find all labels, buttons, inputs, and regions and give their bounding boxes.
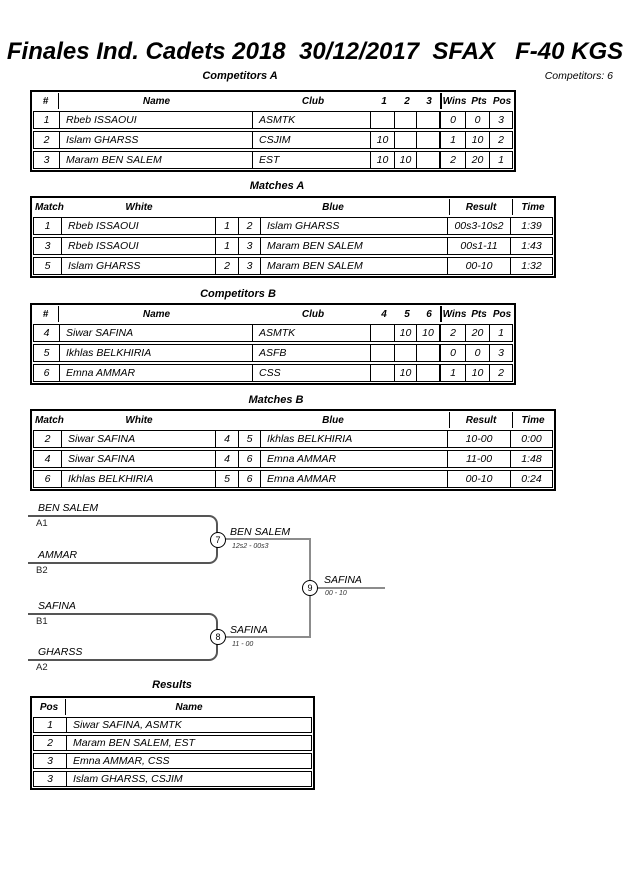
- col-header-2: 2: [404, 95, 410, 107]
- cell-white-name: Islam GHARSS: [62, 258, 216, 274]
- cell-pts: 10: [466, 365, 490, 381]
- cell-score-6: 10: [417, 325, 441, 341]
- cell-wins: 1: [441, 132, 466, 148]
- bracket-sf1-winner: BEN SALEM: [230, 526, 291, 538]
- match-row: [33, 470, 553, 488]
- cell-club: ASMTK: [253, 112, 371, 128]
- result-row: [33, 771, 312, 787]
- result-row: [33, 753, 312, 769]
- col-header-match: Match: [35, 414, 64, 426]
- competitors-a-table: [30, 90, 516, 172]
- competitor-row: [33, 344, 513, 362]
- cell-score-3: [417, 112, 441, 128]
- cell-score-1: 10: [371, 132, 395, 148]
- bracket-entry-name: AMMAR: [38, 549, 78, 561]
- cell-wins: 0: [441, 345, 466, 361]
- cell-match-no: 6: [34, 471, 62, 487]
- bracket-entry-seed: A2: [36, 662, 48, 673]
- col-header-result: Result: [449, 199, 512, 215]
- competitor-row: [33, 111, 513, 129]
- cell-score-5: 10: [395, 325, 417, 341]
- cell-pos: 2: [498, 367, 504, 379]
- cell-pos: 3: [34, 754, 67, 768]
- cell-name: Maram BEN SALEM: [60, 152, 253, 168]
- cell-num: 2: [34, 132, 60, 148]
- cell-name: Emna AMMAR: [60, 365, 253, 381]
- cell-wins: 0: [441, 112, 466, 128]
- cell-time: 1:48: [521, 453, 542, 465]
- bracket-winner-line: [217, 538, 311, 540]
- cell-time: 0:00: [521, 433, 542, 445]
- col-header-time: Time: [512, 199, 553, 215]
- table-header-row: [33, 306, 513, 322]
- cell-pos: 3: [498, 347, 504, 359]
- section-title-matches-b: Matches B: [248, 394, 304, 406]
- match-row: [33, 237, 553, 255]
- bracket-entry-name: BEN SALEM: [38, 502, 99, 514]
- cell-time: 0:24: [521, 473, 542, 485]
- cell-score-2: [395, 112, 417, 128]
- cell-num: 3: [34, 152, 60, 168]
- cell-white-num: 1: [216, 218, 239, 234]
- cell-white-name: Rbeb ISSAOUI: [62, 238, 216, 254]
- cell-result: 00s3-10s2: [448, 218, 511, 234]
- cell-pts: 20: [466, 325, 490, 341]
- cell-wins: 2: [441, 325, 466, 341]
- cell-blue-num: 6: [239, 451, 261, 467]
- col-header-result: Result: [449, 412, 512, 428]
- bracket-sf2-winner: SAFINA: [230, 624, 268, 636]
- cell-pos: 1: [34, 718, 67, 732]
- match-row: [33, 257, 553, 275]
- cell-white-num: 2: [216, 258, 239, 274]
- competitor-row: [33, 324, 513, 342]
- cell-num: 1: [34, 112, 60, 128]
- cell-blue-num: 3: [239, 238, 261, 254]
- cell-wins: 2: [441, 152, 466, 168]
- bracket-entry-seed: B2: [36, 565, 48, 576]
- cell-white-name: Rbeb ISSAOUI: [62, 218, 216, 234]
- cell-blue-name: Emna AMMAR: [261, 451, 448, 467]
- cell-score-6: [417, 365, 441, 381]
- cell-num: 5: [34, 345, 60, 361]
- cell-name: Siwar SAFINA, ASMTK: [73, 719, 182, 731]
- cell-result: 11-00: [448, 451, 511, 467]
- match-row: [33, 430, 553, 448]
- page-title: Finales Ind. Cadets 2018 30/12/2017 SFAX F-40 KGS: [6, 38, 624, 65]
- result-row: [33, 735, 312, 751]
- cell-time: 1:43: [521, 240, 542, 252]
- cell-pts: 10: [466, 132, 490, 148]
- result-row: [33, 717, 312, 733]
- bracket-match-number-8: 8: [210, 629, 226, 645]
- col-header-wins: Wins: [442, 308, 467, 320]
- table-header-row: [33, 412, 553, 428]
- cell-result: 00s1-11: [448, 238, 511, 254]
- col-header-pts: Pts: [471, 95, 487, 107]
- col-header-name: Name: [142, 95, 171, 107]
- col-header-blue: Blue: [322, 414, 344, 426]
- cell-white-name: Siwar SAFINA: [62, 451, 216, 467]
- results-table: [30, 696, 315, 790]
- matches-a-table: [30, 196, 556, 278]
- col-header-white: White: [125, 201, 153, 213]
- bracket-entry-seed: B1: [36, 616, 48, 627]
- cell-blue-name: Maram BEN SALEM: [261, 258, 448, 274]
- cell-blue-num: 2: [239, 218, 261, 234]
- cell-blue-name: Maram BEN SALEM: [261, 238, 448, 254]
- competitor-row: [33, 131, 513, 149]
- cell-result: 00-10: [448, 471, 511, 487]
- table-header-row: [33, 699, 312, 715]
- col-header-match: Match: [35, 201, 64, 213]
- col-header-4: 4: [381, 308, 387, 320]
- cell-pts: 0: [466, 112, 490, 128]
- cell-pos: 2: [498, 134, 504, 146]
- cell-name: Rbeb ISSAOUI: [60, 112, 253, 128]
- bracket-entry-name: GHARSS: [38, 646, 83, 658]
- cell-blue-num: 5: [239, 431, 261, 447]
- cell-score-6: [417, 345, 441, 361]
- bracket-match-number-9: 9: [302, 580, 318, 596]
- col-header-num: #: [33, 93, 59, 109]
- col-header-pos: Pos: [492, 95, 512, 107]
- bracket-entry-seed: A1: [36, 518, 48, 529]
- cell-score-3: [417, 152, 441, 168]
- cell-pos: 3: [498, 114, 504, 126]
- cell-score-3: [417, 132, 441, 148]
- cell-score-5: 10: [395, 365, 417, 381]
- col-header-wins: Wins: [442, 95, 467, 107]
- bracket-sf2-score: 11 - 00: [232, 641, 254, 648]
- cell-white-num: 5: [216, 471, 239, 487]
- cell-match-no: 2: [34, 431, 62, 447]
- cell-match-no: 4: [34, 451, 62, 467]
- cell-name: Islam GHARSS: [60, 132, 253, 148]
- cell-white-num: 1: [216, 238, 239, 254]
- cell-pts: 0: [466, 345, 490, 361]
- col-header-club: Club: [301, 95, 325, 107]
- cell-pos: 1: [498, 327, 504, 339]
- section-title-results: Results: [152, 679, 192, 691]
- cell-club: ASFB: [253, 345, 371, 361]
- col-header-blue: Blue: [322, 201, 344, 213]
- cell-name: Ikhlas BELKHIRIA: [60, 345, 253, 361]
- matches-b-table: [30, 409, 556, 491]
- competitor-row: [33, 151, 513, 169]
- cell-result: 10-00: [448, 431, 511, 447]
- cell-pos: 1: [498, 154, 504, 166]
- cell-pos: 2: [34, 736, 67, 750]
- cell-blue-num: 3: [239, 258, 261, 274]
- cell-club: ASMTK: [253, 325, 371, 341]
- cell-match-no: 5: [34, 258, 62, 274]
- table-header-row: [33, 199, 553, 215]
- match-row: [33, 450, 553, 468]
- bracket-entry-name: SAFINA: [38, 600, 76, 612]
- col-header-pos: Pos: [33, 699, 66, 715]
- cell-wins: 1: [441, 365, 466, 381]
- col-header-name: Name: [142, 308, 171, 320]
- col-header-1: 1: [381, 95, 387, 107]
- cell-match-no: 1: [34, 218, 62, 234]
- cell-score-1: [371, 112, 395, 128]
- col-header-name: Name: [175, 701, 203, 713]
- cell-club: CSS: [253, 365, 371, 381]
- cell-blue-num: 6: [239, 471, 261, 487]
- cell-score-2: [395, 132, 417, 148]
- cell-score-5: [395, 345, 417, 361]
- cell-pos: 3: [34, 772, 67, 786]
- col-header-club: Club: [301, 308, 325, 320]
- cell-pts: 20: [466, 152, 490, 168]
- cell-score-2: 10: [395, 152, 417, 168]
- cell-white-name: Ikhlas BELKHIRIA: [62, 471, 216, 487]
- section-title-competitors-b: Competitors B: [200, 288, 276, 300]
- table-header-row: [33, 93, 513, 109]
- cell-blue-name: Islam GHARSS: [261, 218, 448, 234]
- cell-score-4: [371, 365, 395, 381]
- col-header-num: #: [33, 306, 59, 322]
- bracket-final-score: 00 - 10: [325, 590, 347, 597]
- bracket-sf1-score: 12s2 - 00s3: [232, 543, 269, 550]
- cell-club: EST: [253, 152, 371, 168]
- cell-score-1: 10: [371, 152, 395, 168]
- cell-white-num: 4: [216, 431, 239, 447]
- bracket-winner-line: [217, 636, 311, 638]
- cell-blue-name: Ikhlas BELKHIRIA: [261, 431, 448, 447]
- cell-name: Siwar SAFINA: [60, 325, 253, 341]
- col-header-pos: Pos: [492, 308, 512, 320]
- cell-result: 00-10: [448, 258, 511, 274]
- competitor-row: [33, 364, 513, 382]
- competitors-b-table: [30, 303, 516, 385]
- cell-white-name: Siwar SAFINA: [62, 431, 216, 447]
- cell-match-no: 3: [34, 238, 62, 254]
- col-header-6: 6: [418, 306, 442, 322]
- cell-score-4: [371, 325, 395, 341]
- cell-time: 1:32: [521, 260, 542, 272]
- col-header-time: Time: [512, 412, 553, 428]
- cell-name: Maram BEN SALEM, EST: [73, 737, 195, 749]
- section-title-matches-a: Matches A: [249, 180, 305, 192]
- match-row: [33, 217, 553, 235]
- cell-name: Islam GHARSS, CSJIM: [73, 773, 183, 785]
- cell-name: Emna AMMAR, CSS: [73, 755, 170, 767]
- competitors-count: Competitors: 6: [544, 70, 613, 82]
- cell-club: CSJIM: [253, 132, 371, 148]
- col-header-3: 3: [418, 93, 442, 109]
- col-header-5: 5: [404, 308, 410, 320]
- cell-num: 6: [34, 365, 60, 381]
- cell-blue-name: Emna AMMAR: [261, 471, 448, 487]
- cell-white-num: 4: [216, 451, 239, 467]
- bracket-match-number-7: 7: [210, 532, 226, 548]
- col-header-pts: Pts: [471, 308, 487, 320]
- cell-score-4: [371, 345, 395, 361]
- section-title-competitors-a: Competitors A: [202, 70, 278, 82]
- bracket-final-winner: SAFINA: [324, 574, 362, 586]
- bracket-final-line: [309, 587, 385, 589]
- cell-num: 4: [34, 325, 60, 341]
- cell-time: 1:39: [521, 220, 542, 232]
- col-header-white: White: [125, 414, 153, 426]
